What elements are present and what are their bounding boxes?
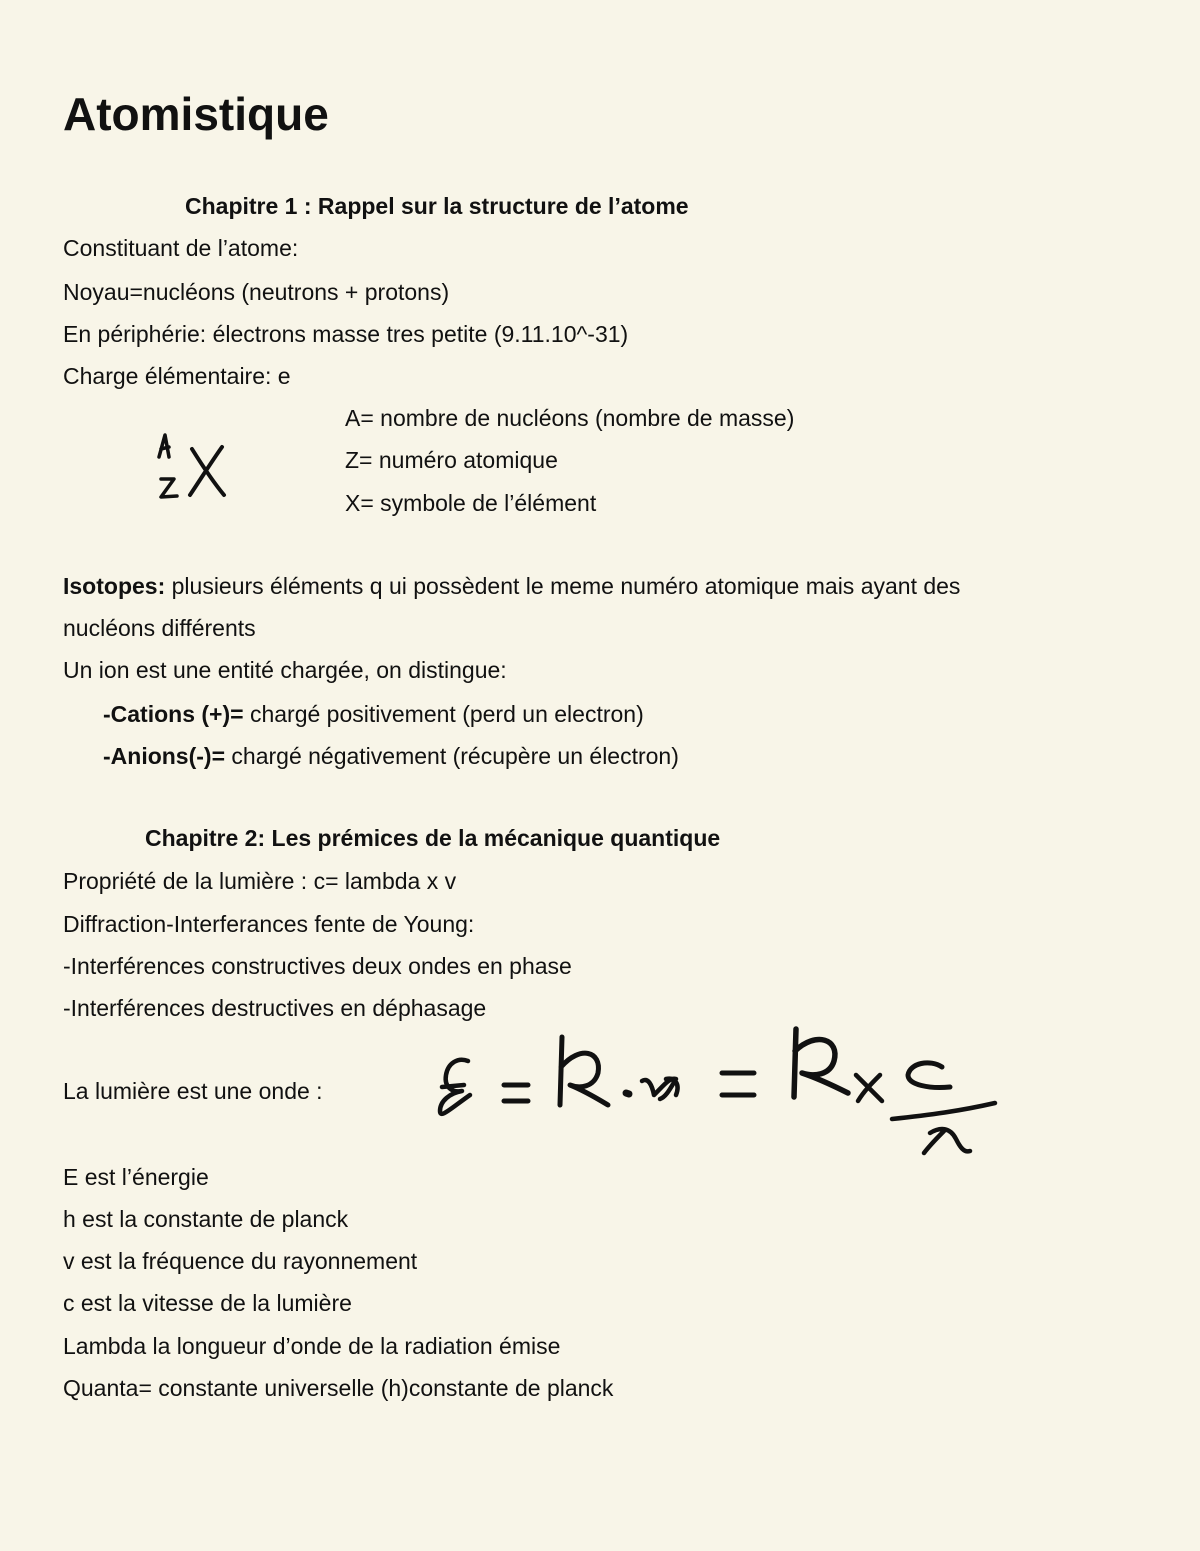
cations-label: -Cations (+)=: [103, 701, 244, 727]
text-line: Propriété de la lumière : c= lambda x v: [63, 868, 457, 894]
isotopes-paragraph: [63, 572, 960, 600]
text-line: Noyau=nucléons (neutrons + protons): [63, 279, 450, 305]
chapter-1-heading: Chapitre 1 : Rappel sur la structure de l’atome: [185, 193, 689, 219]
text-line: -Interférences destructives en déphasage: [63, 995, 487, 1021]
definition-A: A= nombre de nucléons (nombre de masse): [345, 405, 795, 431]
definition-line: v est la fréquence du rayonnement: [63, 1248, 418, 1274]
chapter-2-heading: Chapitre 2: Les prémices de la mécanique quantique: [145, 825, 721, 851]
anions-text: chargé négativement (récupère un électron): [225, 743, 679, 769]
text-line: En périphérie: électrons masse tres petite (9.11.10^-31): [63, 321, 629, 347]
handwritten-energy-formula: [430, 1015, 1010, 1165]
text-line: Constituant de l’atome:: [63, 235, 299, 261]
cations-line: [103, 700, 644, 728]
definition-line: Quanta= constante universelle (h)constante de planck: [63, 1375, 614, 1401]
definition-line: Lambda la longueur d’onde de la radiation émise: [63, 1333, 561, 1359]
definition-Z: Z= numéro atomique: [345, 447, 558, 473]
wave-label: La lumière est une onde :: [63, 1078, 323, 1104]
handwritten-nuclide-notation: [150, 425, 240, 505]
cations-text: chargé positivement (perd un electron): [243, 701, 644, 727]
isotopes-text-continued: nucléons différents: [63, 615, 256, 641]
anions-label: -Anions(-)=: [103, 743, 226, 769]
text-line: -Interférences constructives deux ondes en phase: [63, 953, 572, 979]
page-title: Atomistique: [63, 88, 329, 140]
anions-line: [103, 742, 679, 770]
text-line: Charge élémentaire: e: [63, 363, 291, 389]
isotopes-label: Isotopes:: [63, 573, 166, 599]
definition-line: h est la constante de planck: [63, 1206, 349, 1232]
definition-line: c est la vitesse de la lumière: [63, 1290, 352, 1316]
isotopes-text: plusieurs éléments q ui possèdent le meme numéro atomique mais ayant des: [165, 573, 961, 599]
ion-intro: Un ion est une entité chargée, on distingue:: [63, 657, 507, 683]
definition-line: E est l’énergie: [63, 1164, 209, 1190]
text-line: Diffraction-Interferances fente de Young:: [63, 911, 475, 937]
definition-X: X= symbole de l’élément: [345, 490, 597, 516]
